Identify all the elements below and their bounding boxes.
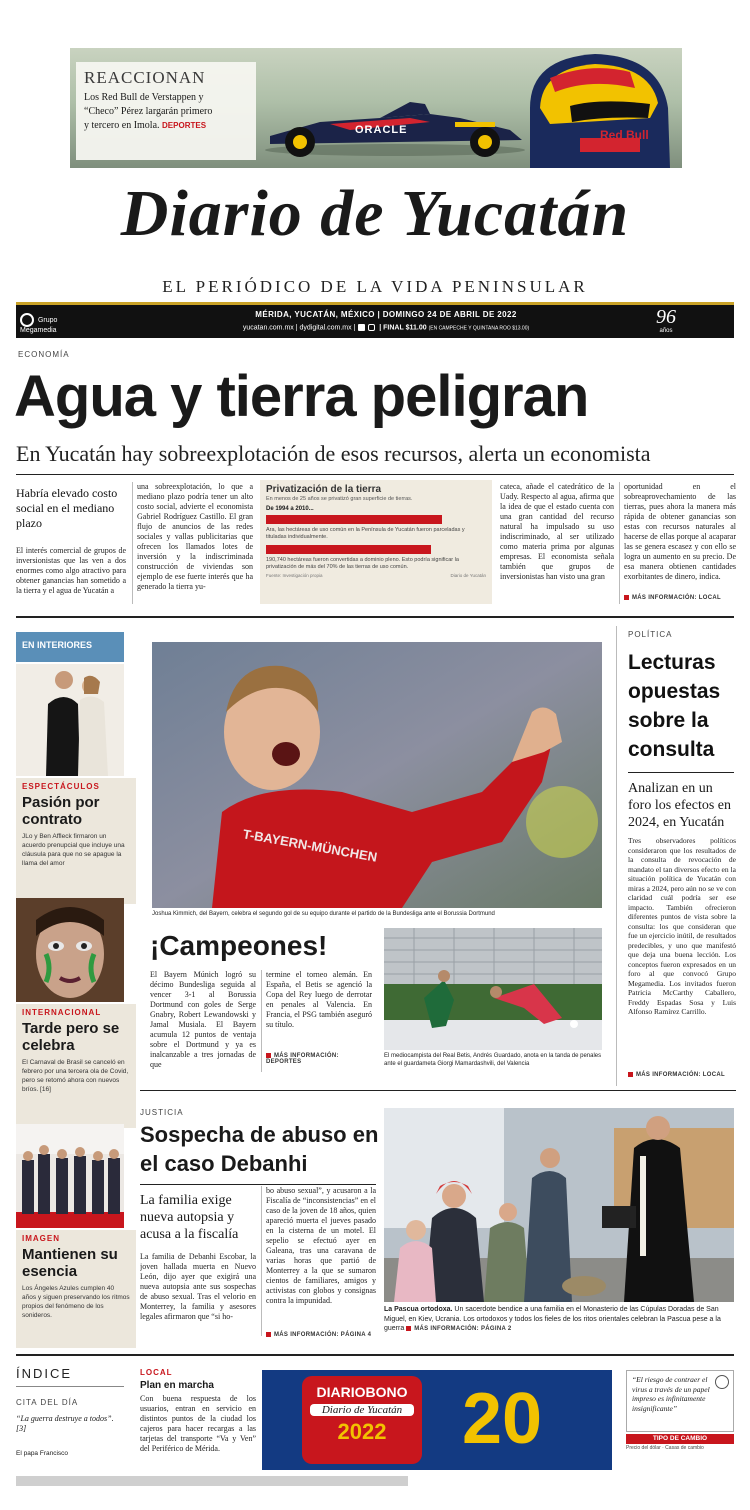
politics-divider — [628, 772, 734, 773]
masthead-links-row — [166, 324, 606, 331]
infographic-bar-2 — [266, 545, 431, 554]
football-photo[interactable] — [384, 928, 602, 1050]
feature-headline[interactable]: ¡Campeones! — [150, 930, 328, 961]
quote-text: “La guerra destruye a todos”. [3] — [16, 1414, 114, 1433]
promo-text-line3: y tercero en Imola. — [84, 120, 160, 131]
feature-col-rule — [261, 970, 262, 1072]
feature-col1: El Bayern Múnich logró su décimo Bundesliga seguida al vencer 3-1 al Borussia Dortmund con goles de Serge Gnabry, Robert Lewandowski y Jamal Musiala. El Bayern acumula 12 puntos de ventaja sobre el Dortmund y ya es inalcanzable a tres jornadas de que — [150, 970, 256, 1069]
rail-card-2 — [16, 1004, 136, 1128]
politics-deck: Analizan en un foro los efectos en 2024, en Yucatán — [628, 781, 732, 830]
rail-3-section: IMAGEN — [22, 1234, 60, 1243]
justice-more[interactable]: MÁS INFORMACIÓN: PÁGINA 4 — [266, 1332, 371, 1338]
rail-card-1 — [16, 778, 136, 904]
dateline: MÉRIDA, YUCATÁN, MÉXICO | DOMINGO 24 DE ABRIL DE 2022 — [255, 310, 517, 319]
diariobono-badge — [302, 1376, 422, 1464]
lead-col1: El interés comercial de grupos de inversionistas que las ven a dos enormes como algo atractivo para obtener ganancias han sometido a la tierra y el agua de Yucatán a — [16, 546, 126, 595]
diariobono-script: Diario de Yucatán — [310, 1404, 414, 1416]
lead-section: ECONOMÍA — [18, 350, 70, 359]
masthead-bar — [16, 302, 734, 338]
megamedia-logo-text: Grupo Megamedia — [20, 316, 58, 334]
infographic-subtitle: En menos de 25 años se privatizó gran superficie de tierras. — [266, 496, 413, 502]
justice-col1: La familia de Debanhi Escobar, la joven hallada muerta en Nuevo León, dijo ayer que exigirá una nueva autopsia ante sus sospechas de abuso sexual. Tras el velorio en Monterrey, la familia y asesores legales afirmaron que “si ho- — [140, 1252, 256, 1321]
covid-quote-box — [626, 1370, 734, 1432]
rail-photo-couple[interactable] — [16, 664, 124, 776]
globe-icon — [715, 1375, 729, 1389]
justice-divider — [140, 1184, 376, 1185]
jersey-text: T-BAYERN-MÜNCHEN — [241, 826, 379, 865]
masthead-links[interactable]: yucatan.com.mx | dydigital.com.mx | — [242, 324, 356, 332]
exchange-note: Precio del dólar · Casas de cambio — [626, 1445, 704, 1451]
local-headline[interactable]: Plan en marcha — [140, 1380, 214, 1391]
rail-photo-band[interactable] — [16, 1124, 124, 1228]
rail-2-headline[interactable]: Tarde pero se celebra — [22, 1020, 120, 1054]
right-col-rule — [616, 626, 617, 1086]
rail-1-headline[interactable]: Pasión por contrato — [22, 794, 100, 828]
left-rail-header-label: EN INTERIORES — [22, 640, 93, 650]
lead-col4: oportunidad en el sobreaprovechamiento de las tierras, pues ahora la manera más rápida de obtener ganancias son estas con recursos naturales al hacerse de ellas porque al acaparar las se genera escasez y con ello se logra un aumento en su precio. De esa manera obtienen cantidades exorbitantes de dinero, indica. — [624, 482, 736, 581]
easter-caption-text: Un sacerdote bendice a una familia en el Monasterio de las Cúpulas Doradas de San Miguel, en Kiev, Ucrania. Los ortodoxos y todos los fieles de los ritos orientales celebran la Pascua pese a la guerra — [384, 1306, 721, 1332]
promo-text-line2: “Checo” Pérez largarán primero — [84, 106, 213, 117]
rail-card-3 — [16, 1230, 136, 1348]
justice-section: JUSTICIA — [140, 1108, 184, 1117]
years-label: años — [659, 328, 673, 334]
local-section: LOCAL — [140, 1368, 173, 1377]
quote-author: El papa Francisco — [16, 1450, 69, 1457]
masthead-title[interactable]: Diario de Yucatán — [120, 177, 630, 250]
rail-1-section: ESPECTÁCULOS — [22, 782, 100, 791]
lead-divider — [16, 474, 734, 475]
infographic-source: Fuente: Investigación propia — [266, 573, 323, 578]
promo-text-line1: Los Red Bull de Verstappen y — [84, 92, 204, 103]
years-badge — [644, 306, 688, 339]
exchange-label[interactable]: TIPO DE CAMBIO — [626, 1434, 734, 1444]
promo-banner[interactable] — [70, 48, 682, 168]
politics-headline[interactable]: Lecturas opuestas sobre la consulta — [628, 651, 721, 761]
section-divider-1 — [16, 616, 734, 618]
years-number: 96 — [656, 306, 676, 328]
diariobono-number: 20 — [462, 1379, 543, 1459]
justice-headline[interactable]: Sospecha de abuso en el caso Debanhi — [140, 1122, 379, 1176]
masthead-price: | FINAL $11.00 — [379, 324, 427, 332]
quote-label: CITA DEL DÍA — [16, 1398, 79, 1407]
lead-col-rule-3 — [619, 482, 620, 604]
infographic-title: Privatización de la tierra — [266, 484, 382, 495]
justice-deck: La familia exige nueva autopsia y acusa a la fiscalía — [140, 1193, 239, 1242]
diariobono-label: DIARIOBONO — [316, 1384, 408, 1400]
infographic-credit: Diario de Yucatán — [450, 573, 486, 578]
megamedia-logo-icon — [20, 313, 34, 327]
infographic-note1: Ara, las hectáreas de uso común en la Península de Yucatán fueron parceladas y tituladas individualmente. — [266, 527, 465, 540]
infographic-bar-1 — [266, 515, 442, 524]
feature-more[interactable]: MÁS INFORMACIÓN: DEPORTES — [266, 1053, 339, 1066]
politics-text: Tres observadores políticos consideraron que los resultados de la consulta de revocación de mandato el tan diversos efecto en la situación política de Yucatán con miras a 2024, pero aún no se ve con claridad cuál podría ser ese impacto. También ofrecieron diferentes puntos de vista sobre la consulta: los que consideran que fue un ejercicio inútil, de resultados predecibles, y uno que manifestó que deja una buena lección. Los conceptos fueron expresados en un foro al que convocó Grupo Megamedia. Los invitados fueron Patricia McCarthy Caballero, Freddy Espadas Sosa y Luis Alfonso Ramírez Carrillo. — [628, 836, 736, 1016]
lead-subhead: Habría elevado costo social en el mediano plazo — [16, 486, 118, 530]
lead-more[interactable]: MÁS INFORMACIÓN: LOCAL — [624, 595, 721, 601]
football-photo-caption: El mediocampista del Real Betis, Andrés Guardado, anota en la tanda de penales ante el guardameta Giorgi Mamardashvili, del Valencia — [384, 1053, 602, 1067]
justice-col2: bo abuso sexual”, y acusaron a la Fiscalía de “inconsistencias” en el caso de la joven de 18 años, quien apareció muerta el jueves pasado en la cisterna de un motel. El sepelio se efectuó ayer en Galeana, tras una caravana de varias horas que partió de Monterrey a la que se sumaron cientos de familiares, amigos y activistas con globos y consignas contra la impunidad. — [266, 1186, 376, 1305]
rail-2-text: El Carnaval de Brasil se canceló en febrero por una tercera ola de Covid, pero se retomó ahora con nuevos bríos. [16] — [22, 1059, 129, 1093]
politics-more[interactable]: MÁS INFORMACIÓN: LOCAL — [628, 1072, 725, 1078]
lead-headline[interactable]: Agua y tierra peligran — [14, 364, 589, 429]
lead-col2: una sobreexplotación, lo que a mediano plazo podría tener un alto costo social, advierte el economista Gabriel Rodríguez Castillo. El gran flujo de anuncios de las redes sociales y vallas publicitarias que ofrecen los llamados lotes de inversión y la indiscriminada construcción de viviendas son ejemplo de ese fuerte interés que ha generado la tierra yu- — [137, 482, 253, 591]
easter-photo[interactable] — [384, 1108, 734, 1302]
covid-quote-text: “El riesgo de contraer el virus a través de un papel impreso es infinitamente insignificante” — [632, 1375, 710, 1413]
local-text: Con buena respuesta de los usuarios, entran en servicio en distintos puntos de la ciudad los cajeros para hacer recargas a las tarjetas del transporte “Va y Ven” del Periférico de Mérida. — [140, 1394, 256, 1453]
diariobono-year: 2022 — [337, 1419, 387, 1444]
diariobono-ad[interactable] — [262, 1370, 612, 1470]
promo-car — [260, 88, 530, 160]
rail-3-headline[interactable]: Mantienen su esencia — [22, 1246, 118, 1280]
index-label[interactable]: ÍNDICE — [16, 1366, 73, 1381]
instagram-icon[interactable] — [368, 324, 375, 331]
feature-photo-caption: Joshua Kimmich, del Bayern, celebra el segundo gol de su equipo durante el partido de la Bundesliga ante el Borussia Dortmund — [152, 911, 495, 917]
left-rail-header — [16, 632, 124, 662]
index-rule — [16, 1386, 124, 1387]
promo-helmet-text: Red Bull — [600, 128, 649, 142]
rail-3-text: Los Ángeles Azules cumplen 40 años y siguen preservando los ritmos propios del fenómeno de los sonideros. — [22, 1285, 130, 1319]
lead-deck: En Yucatán hay sobreexplotación de esos recursos, alerta un economista — [16, 441, 651, 466]
footer-top-rule — [16, 1354, 734, 1356]
promo-car-text: ORACLE — [355, 124, 408, 136]
promo-section: DEPORTES — [162, 121, 207, 130]
infographic — [260, 480, 492, 604]
infographic-note2: 190,740 hectáreas fueron convertidas a dominio pleno. Esto podría significar la privatización de más del 70% de las tierras de uso común. — [266, 557, 459, 570]
facebook-icon[interactable] — [358, 324, 365, 331]
promo-textbox — [76, 62, 256, 160]
feature-photo[interactable] — [152, 642, 602, 908]
rail-1-text: JLo y Ben Affleck firmaron un acuerdo prenupcial que incluye una cláusula para que no se apague la llama del amor — [22, 833, 125, 867]
rail-photo-carnival[interactable] — [16, 898, 124, 1002]
infographic-period: De 1994 a 2010... — [266, 506, 314, 512]
easter-more[interactable]: MÁS INFORMACIÓN: PÁGINA 2 — [406, 1326, 511, 1332]
masthead-price-note: (EN CAMPECHE Y QUINTANA ROO $13.00) — [428, 325, 530, 332]
easter-caption-lead: La Pascua ortodoxa. — [384, 1306, 453, 1313]
masthead-subtitle: EL PERIÓDICO DE LA VIDA PENINSULAR — [162, 277, 588, 296]
promo-helmet — [510, 48, 682, 168]
justice-col-rule — [261, 1186, 262, 1336]
rail-2-section: INTERNACIONAL — [22, 1008, 102, 1017]
section-divider-2 — [140, 1090, 736, 1091]
politics-section: POLÍTICA — [628, 630, 673, 639]
megamedia-logo[interactable] — [20, 313, 90, 333]
lead-col-rule-1 — [132, 482, 133, 604]
lead-col3: cateca, añade el catedrático de la Uady. Respecto al agua, afirma que la idea de que el estado cuenta con una gran cantidad del recurso natural ha impulsado su uso indiscriminado, al ser utilizado como materia prima por algunas empresas. El economista señala también que grupos de inversionistas han visto una gran — [500, 482, 614, 581]
feature-col2: termine el torneo alemán. En España, el Betis se agenció la Copa del Rey luego de derrotar en penales al Valencia. En Francia, el PSG también aseguró su título. — [266, 970, 372, 1029]
promo-kicker: REACCIONAN — [84, 68, 206, 87]
bottom-gray-bar — [16, 1476, 408, 1486]
easter-caption — [384, 1305, 736, 1335]
